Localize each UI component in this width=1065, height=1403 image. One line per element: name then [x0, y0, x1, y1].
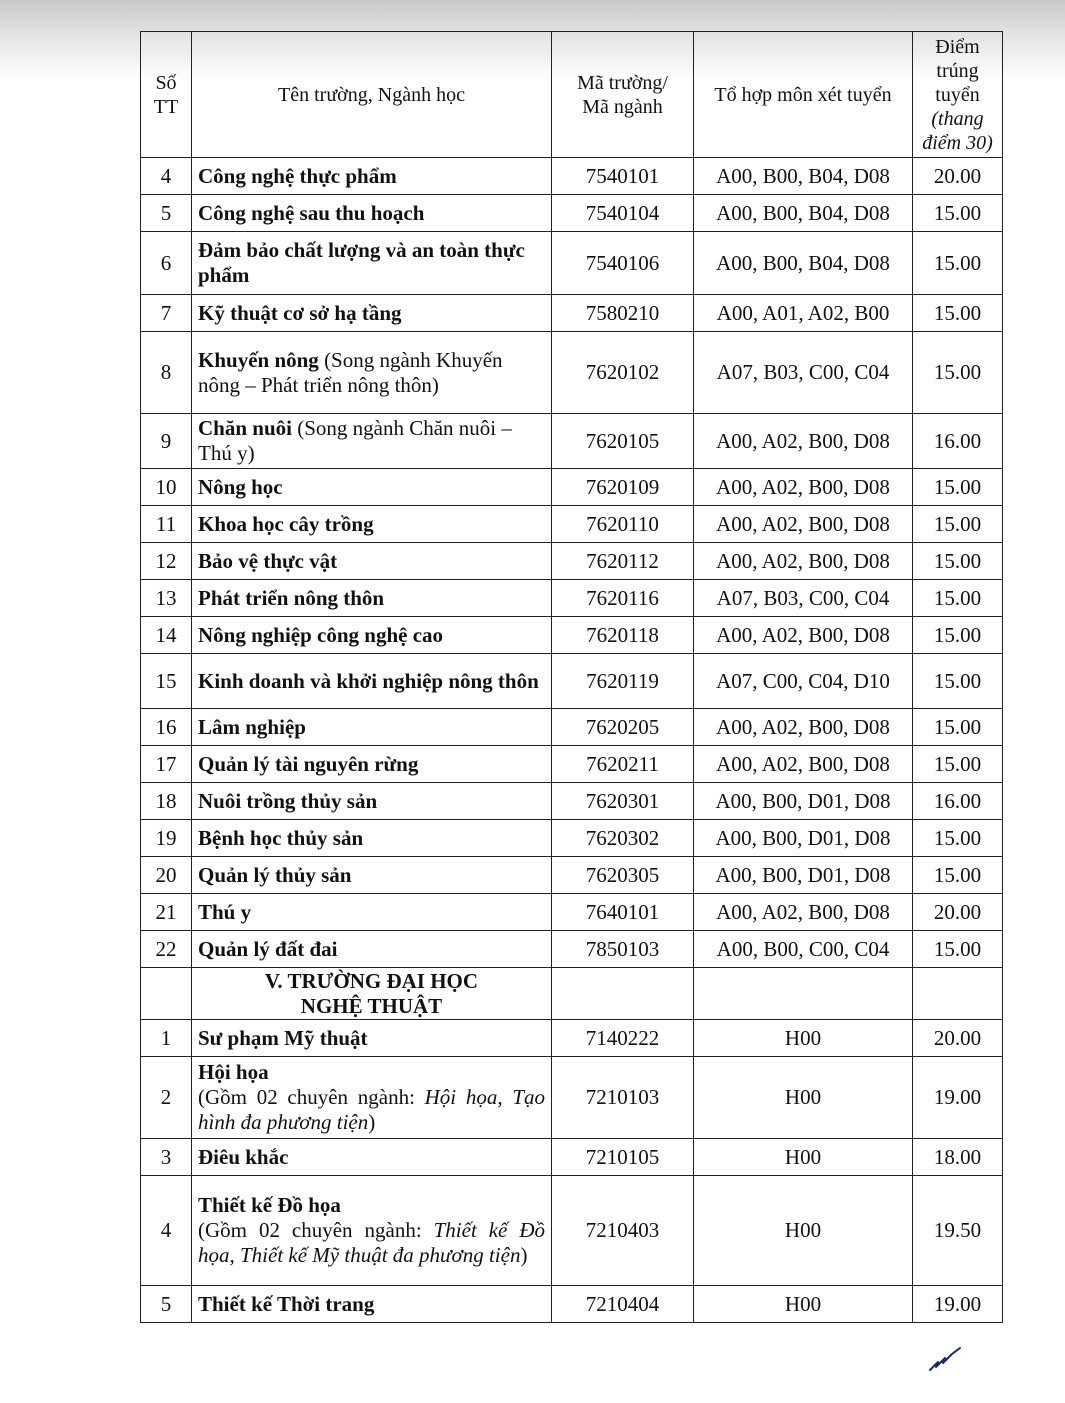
admission-score: 15.00	[913, 543, 1003, 580]
major-name: Nuôi trồng thủy sản	[192, 783, 552, 820]
table-row	[141, 894, 1003, 931]
major-name: Quản lý tài nguyên rừng	[192, 746, 552, 783]
subject-combo: H00	[694, 1139, 913, 1176]
admission-score: 20.00	[913, 1020, 1003, 1057]
subject-combo: A00, A02, B00, D08	[694, 746, 913, 783]
admission-score: 15.00	[913, 580, 1003, 617]
subject-combo: A07, C00, C04, D10	[694, 654, 913, 709]
major-name: Điêu khắc	[192, 1139, 552, 1176]
admission-score: 15.00	[913, 857, 1003, 894]
header-stt: Số TT	[141, 32, 192, 158]
row-number: 1	[141, 1020, 192, 1057]
section-row-arts-university	[141, 968, 1003, 1020]
major-name: Thú y	[192, 894, 552, 931]
row-number: 2	[141, 1057, 192, 1139]
admission-score: 15.00	[913, 654, 1003, 709]
table-row	[141, 414, 1003, 469]
major-code: 7540101	[552, 158, 694, 195]
major-name: Hội họa	[198, 1060, 269, 1084]
row-number: 16	[141, 709, 192, 746]
row-number: 14	[141, 617, 192, 654]
major-note: (Gồm 02 chuyên ngành: Thiết kế Đồ họa, Thiết kế Mỹ thuật đa phương tiện)	[198, 1218, 545, 1267]
signature-mark-icon	[928, 1345, 962, 1373]
row-number: 4	[141, 1176, 192, 1286]
major-code: 7850103	[552, 931, 694, 968]
admission-score: 16.00	[913, 783, 1003, 820]
admission-score: 15.00	[913, 820, 1003, 857]
header-combo: Tổ hợp môn xét tuyển	[694, 32, 913, 158]
table-row	[141, 1286, 1003, 1323]
major-note: (Song ngành Chăn nuôi – Thú y)	[198, 416, 512, 465]
subject-combo: A00, B00, B04, D08	[694, 158, 913, 195]
admission-score: 15.00	[913, 506, 1003, 543]
major-code: 7140222	[552, 1020, 694, 1057]
admission-score: 15.00	[913, 617, 1003, 654]
table-row	[141, 158, 1003, 195]
major-name: Đảm bảo chất lượng và an toàn thực phẩm	[192, 232, 552, 295]
major-code: 7620102	[552, 332, 694, 414]
major-note: (Song ngành Khuyến nông – Phát triển nông thôn)	[198, 347, 503, 397]
subject-combo: A07, B03, C00, C04	[694, 332, 913, 414]
table-header-row	[141, 32, 1003, 158]
row-number: 11	[141, 506, 192, 543]
admission-score: 15.00	[913, 931, 1003, 968]
row-number: 17	[141, 746, 192, 783]
table-row	[141, 1020, 1003, 1057]
row-number: 21	[141, 894, 192, 931]
admission-score: 19.50	[913, 1176, 1003, 1286]
section-title	[192, 968, 552, 1020]
row-number: 20	[141, 857, 192, 894]
row-number: 22	[141, 931, 192, 968]
table-row	[141, 580, 1003, 617]
major-code: 7580210	[552, 295, 694, 332]
admission-score: 15.00	[913, 195, 1003, 232]
major-name: Phát triển nông thôn	[192, 580, 552, 617]
row-number: 13	[141, 580, 192, 617]
admission-score: 15.00	[913, 746, 1003, 783]
major-name: Bệnh học thủy sản	[192, 820, 552, 857]
major-code: 7620205	[552, 709, 694, 746]
row-number: 15	[141, 654, 192, 709]
table-row	[141, 746, 1003, 783]
table-row	[141, 232, 1003, 295]
subject-combo: H00	[694, 1057, 913, 1139]
row-number: 5	[141, 1286, 192, 1323]
subject-combo: A00, A02, B00, D08	[694, 506, 913, 543]
admission-score: 15.00	[913, 232, 1003, 295]
table-row	[141, 469, 1003, 506]
header-name: Tên trường, Ngành học	[192, 32, 552, 158]
table-row	[141, 617, 1003, 654]
major-code: 7620301	[552, 783, 694, 820]
section-title-line2: NGHỆ THUẬT	[300, 993, 443, 1018]
major-code: 7620211	[552, 746, 694, 783]
major-name-cell	[192, 414, 552, 469]
subject-combo: A00, B00, C00, C04	[694, 931, 913, 968]
table-row	[141, 931, 1003, 968]
row-number: 4	[141, 158, 192, 195]
subject-combo: A00, A02, B00, D08	[694, 617, 913, 654]
subject-combo: A00, A02, B00, D08	[694, 709, 913, 746]
admission-scores-table	[140, 31, 1003, 1323]
major-name: Thiết kế Đồ họa	[198, 1193, 341, 1217]
admission-score: 18.00	[913, 1139, 1003, 1176]
major-name: Bảo vệ thực vật	[192, 543, 552, 580]
table-row	[141, 820, 1003, 857]
major-code: 7620112	[552, 543, 694, 580]
subject-combo: A00, A02, B00, D08	[694, 543, 913, 580]
major-code: 7620109	[552, 469, 694, 506]
major-code: 7540106	[552, 232, 694, 295]
major-code: 7210403	[552, 1176, 694, 1286]
table-row	[141, 332, 1003, 414]
admission-score: 20.00	[913, 158, 1003, 195]
major-name: Lâm nghiệp	[192, 709, 552, 746]
admission-score: 19.00	[913, 1286, 1003, 1323]
subject-combo: A00, B00, B04, D08	[694, 232, 913, 295]
major-code: 7620116	[552, 580, 694, 617]
major-code: 7210404	[552, 1286, 694, 1323]
admission-score: 20.00	[913, 894, 1003, 931]
table-row	[141, 1139, 1003, 1176]
subject-combo: A00, A01, A02, B00	[694, 295, 913, 332]
table-row	[141, 195, 1003, 232]
major-code: 7210105	[552, 1139, 694, 1176]
major-code: 7540104	[552, 195, 694, 232]
major-code: 7620118	[552, 617, 694, 654]
header-code: Mã trường/ Mã ngành	[552, 32, 694, 158]
admission-score: 15.00	[913, 469, 1003, 506]
major-name-cell	[192, 332, 552, 414]
major-name: Kinh doanh và khởi nghiệp nông thôn	[192, 654, 552, 709]
major-name-cell	[192, 1057, 552, 1139]
table-row	[141, 709, 1003, 746]
row-number: 19	[141, 820, 192, 857]
subject-combo: A00, B00, B04, D08	[694, 195, 913, 232]
subject-combo: A00, B00, D01, D08	[694, 820, 913, 857]
subject-combo: A00, B00, D01, D08	[694, 857, 913, 894]
subject-combo: A00, A02, B00, D08	[694, 894, 913, 931]
major-code: 7620110	[552, 506, 694, 543]
table-row	[141, 506, 1003, 543]
row-number: 18	[141, 783, 192, 820]
major-name: Nông học	[192, 469, 552, 506]
major-name: Nông nghiệp công nghệ cao	[192, 617, 552, 654]
row-number: 9	[141, 414, 192, 469]
subject-combo: A00, B00, D01, D08	[694, 783, 913, 820]
row-number: 7	[141, 295, 192, 332]
table-row	[141, 1176, 1003, 1286]
major-note: (Gồm 02 chuyên ngành: Hội họa, Tạo hình đa phương tiện)	[198, 1085, 545, 1134]
major-code: 7620105	[552, 414, 694, 469]
major-code: 7620305	[552, 857, 694, 894]
section-title-line1: V. TRƯỜNG ĐẠI HỌC	[264, 968, 479, 993]
admission-score: 15.00	[913, 295, 1003, 332]
major-code: 7640101	[552, 894, 694, 931]
table-row	[141, 543, 1003, 580]
admission-score: 15.00	[913, 332, 1003, 414]
major-name: Khuyến nông	[198, 347, 319, 372]
major-code: 7210103	[552, 1057, 694, 1139]
row-number: 5	[141, 195, 192, 232]
admission-score: 19.00	[913, 1057, 1003, 1139]
row-number: 8	[141, 332, 192, 414]
admission-score: 15.00	[913, 709, 1003, 746]
subject-combo: H00	[694, 1176, 913, 1286]
row-number: 3	[141, 1139, 192, 1176]
row-number: 12	[141, 543, 192, 580]
major-name: Thiết kế Thời trang	[192, 1286, 552, 1323]
table-row	[141, 1057, 1003, 1139]
table-row	[141, 783, 1003, 820]
major-name: Công nghệ sau thu hoạch	[192, 195, 552, 232]
subject-combo: A00, A02, B00, D08	[694, 414, 913, 469]
subject-combo: A00, A02, B00, D08	[694, 469, 913, 506]
table-row	[141, 654, 1003, 709]
major-name: Sư phạm Mỹ thuật	[192, 1020, 552, 1057]
major-name: Chăn nuôi	[198, 416, 292, 440]
table-row	[141, 295, 1003, 332]
major-name: Khoa học cây trồng	[192, 506, 552, 543]
subject-combo: H00	[694, 1286, 913, 1323]
major-name: Quản lý thủy sản	[192, 857, 552, 894]
major-name-cell	[192, 1176, 552, 1286]
subject-combo: H00	[694, 1020, 913, 1057]
subject-combo: A07, B03, C00, C04	[694, 580, 913, 617]
major-name: Công nghệ thực phẩm	[192, 158, 552, 195]
major-name: Kỹ thuật cơ sở hạ tầng	[192, 295, 552, 332]
table-row	[141, 857, 1003, 894]
major-name: Quản lý đất đai	[192, 931, 552, 968]
major-code: 7620119	[552, 654, 694, 709]
header-score: Điểm trúng tuyển (thang điểm 30)	[913, 32, 1003, 158]
admission-score: 16.00	[913, 414, 1003, 469]
major-code: 7620302	[552, 820, 694, 857]
row-number: 6	[141, 232, 192, 295]
row-number: 10	[141, 469, 192, 506]
